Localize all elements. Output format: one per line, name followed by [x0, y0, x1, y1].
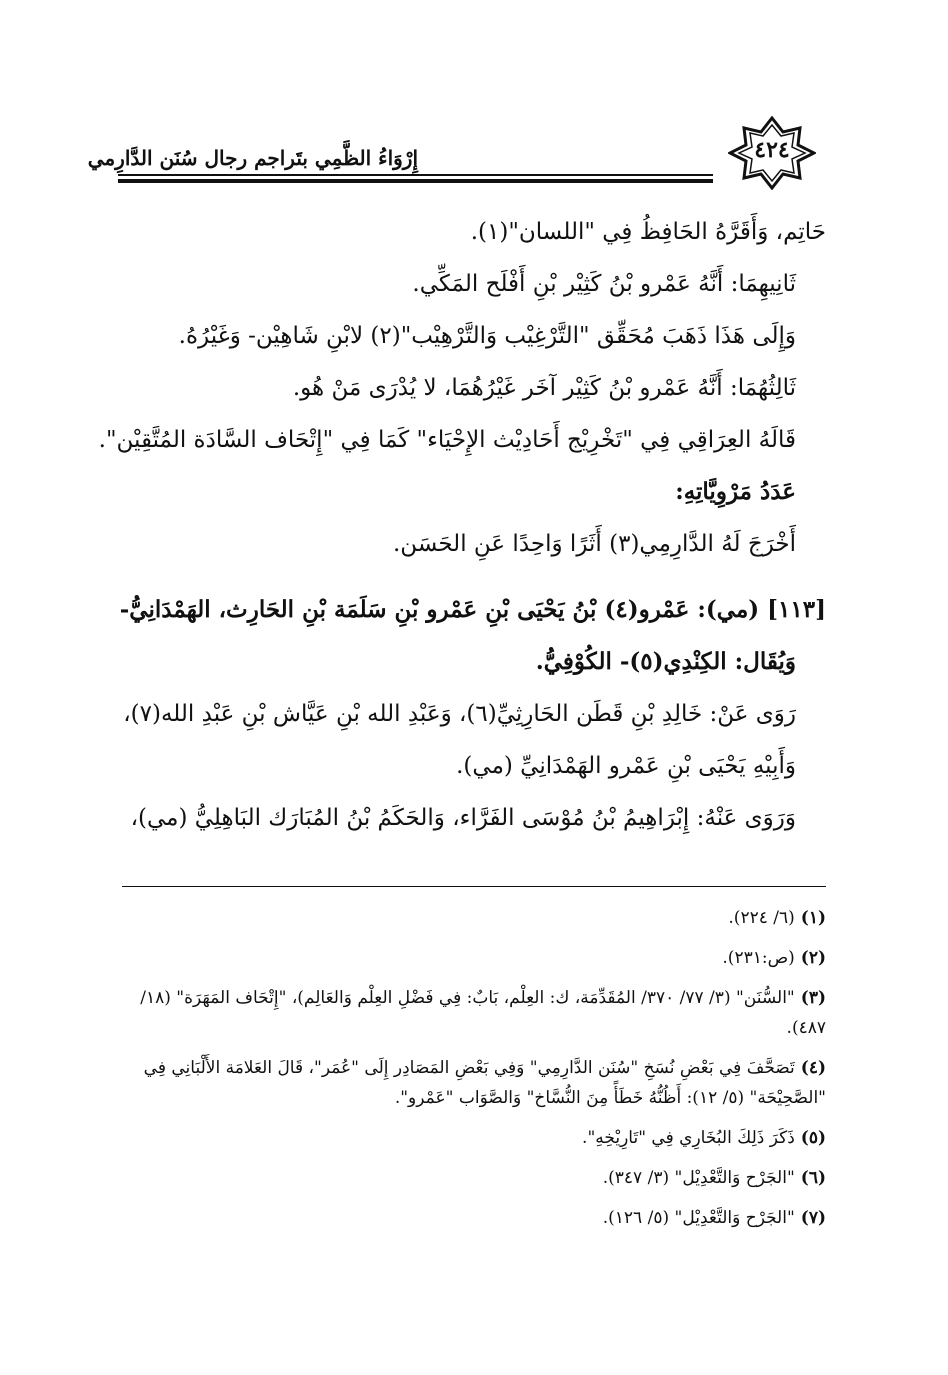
- footnote-number: (٣): [800, 988, 826, 1008]
- footnote-divider: [122, 886, 826, 887]
- footnote-text: ذَكَرَ ذَلِكَ البُخَارِي فِي "تَارِيْخِهِ".: [582, 1128, 795, 1148]
- page-number-badge: [728, 116, 816, 190]
- footnote-number: (٧): [800, 1208, 826, 1228]
- footnote-text: "السُّنَن" (٣/ ٧٧/ ٣٧٠/ المُقَدِّمَة، ك: العِلْم، بَابٌ: فِي فَضْلِ العِلْم وَالعَالِم)، "إِتْحَاف المَهَرَة" (١٨/ ٤٨٧).: [140, 988, 826, 1038]
- footnote-number: (١): [800, 908, 826, 928]
- footnote-text: تَصَحَّفَ فِي بَعْضِ نُسَخِ "سُنَن الدَّارِمِي" وَفِي بَعْضِ المَصَادِر إِلَى "عُمَر"، قَالَ العَلامَة الأَلْبَانِي فِي "الصَّحِيْحَة" (٥/ ١٢): أَظُنُّهُ خَطَأً مِنَ النُّسَّاخ" وَالصَّوَاب "عَمْرو".: [143, 1058, 826, 1108]
- section-heading: عَدَدُ مَرْوِيَّاتِهِ:: [675, 478, 796, 505]
- body-text: [98, 206, 826, 844]
- paragraph: حَاتِم، وَأَقَرَّهُ الحَافِظُ فِي "اللسان"(١).: [470, 219, 826, 245]
- footnote: [114, 1203, 826, 1233]
- footnote: [114, 1163, 826, 1193]
- footnote: [114, 1123, 826, 1153]
- page-number: ٤٢٤: [754, 137, 790, 163]
- header-rule: [118, 174, 713, 176]
- entry-heading: [١١٣] (مي): عَمْرو(٤) بْنُ يَحْيَى بْنِ عَمْرو بْنِ سَلَمَة بْنِ الحَارِث، الهَمْدَانِيُّ-: [119, 596, 826, 623]
- header-rule-thick: [118, 179, 713, 183]
- entry-heading-continued: وَيُقَال: الكِنْدِي(٥)- الكُوْفِيُّ.: [535, 648, 796, 675]
- paragraph: أَخْرَجَ لَهُ الدَّارِمِي(٣) أَثَرًا وَاحِدًا عَنِ الحَسَن.: [393, 531, 796, 557]
- footnote: [114, 943, 826, 973]
- footnote-number: (٢): [800, 948, 826, 968]
- footnote-text: "الجَرْح وَالتَّعْدِيْل" (٥/ ١٢٦).: [602, 1208, 795, 1228]
- page-header: [87, 116, 828, 190]
- paragraph: وَإِلَى هَذَا ذَهَبَ مُحَقِّق "التَّرْغِيْب وَالتَّرْهِيْب"(٢) لابْنِ شَاهِيْن- وَغَيْرُهُ.: [178, 323, 796, 349]
- paragraph: ثَالِثُهُمَا: أَنَّهُ عَمْرو بْنُ كَثِيْر آخَر غَيْرُهُمَا، لا يُدْرَى مَنْ هُو.: [292, 375, 796, 401]
- footnote-text: (٦/ ٢٢٤).: [728, 908, 795, 928]
- paragraph: قَالَهُ العِرَاقِي فِي "تَخْرِيْج أَحَادِيْث الإِحْيَاء" كَمَا فِي "إِتْحَاف السَّادَة المُتَّقِيْن".: [98, 427, 796, 453]
- footnote-number: (٦): [800, 1168, 826, 1188]
- paragraph: وَرَوَى عَنْهُ: إِبْرَاهِيمُ بْنُ مُوْسَى الفَرَّاء، وَالحَكَمُ بْنُ المُبَارَك البَاهِلِيُّ (مي)،: [130, 805, 796, 831]
- footnote: [114, 983, 826, 1043]
- footnote-number: (٥): [800, 1128, 826, 1148]
- footnote-text: "الجَرْح وَالتَّعْدِيْل" (٣/ ٣٤٧).: [602, 1168, 795, 1188]
- paragraph: ثَانِيهِمَا: أَنَّهُ عَمْرو بْنُ كَثِيْر بْنِ أَفْلَح المَكِّي.: [412, 271, 796, 297]
- footnotes: [114, 903, 826, 1243]
- paragraph: رَوَى عَنْ: خَالِدِ بْنِ قَطَن الحَارِثِيِّ(٦)، وَعَبْدِ الله بْنِ عَيَّاش بْنِ عَبْدِ الله(٧)،: [123, 701, 796, 727]
- running-header-title: إِرْوَاءُ الظَّمِي بتَراجم رجال سُنَن الدَّارِمي: [87, 146, 418, 170]
- paragraph: وَأَبِيْهِ يَحْيَى بْنِ عَمْرو الهَمْدَانِيِّ (مي).: [456, 753, 796, 779]
- footnote: [114, 1053, 826, 1113]
- footnote-text: (ص:٢٣١).: [722, 948, 795, 968]
- footnote: [114, 903, 826, 933]
- footnote-number: (٤): [800, 1058, 826, 1078]
